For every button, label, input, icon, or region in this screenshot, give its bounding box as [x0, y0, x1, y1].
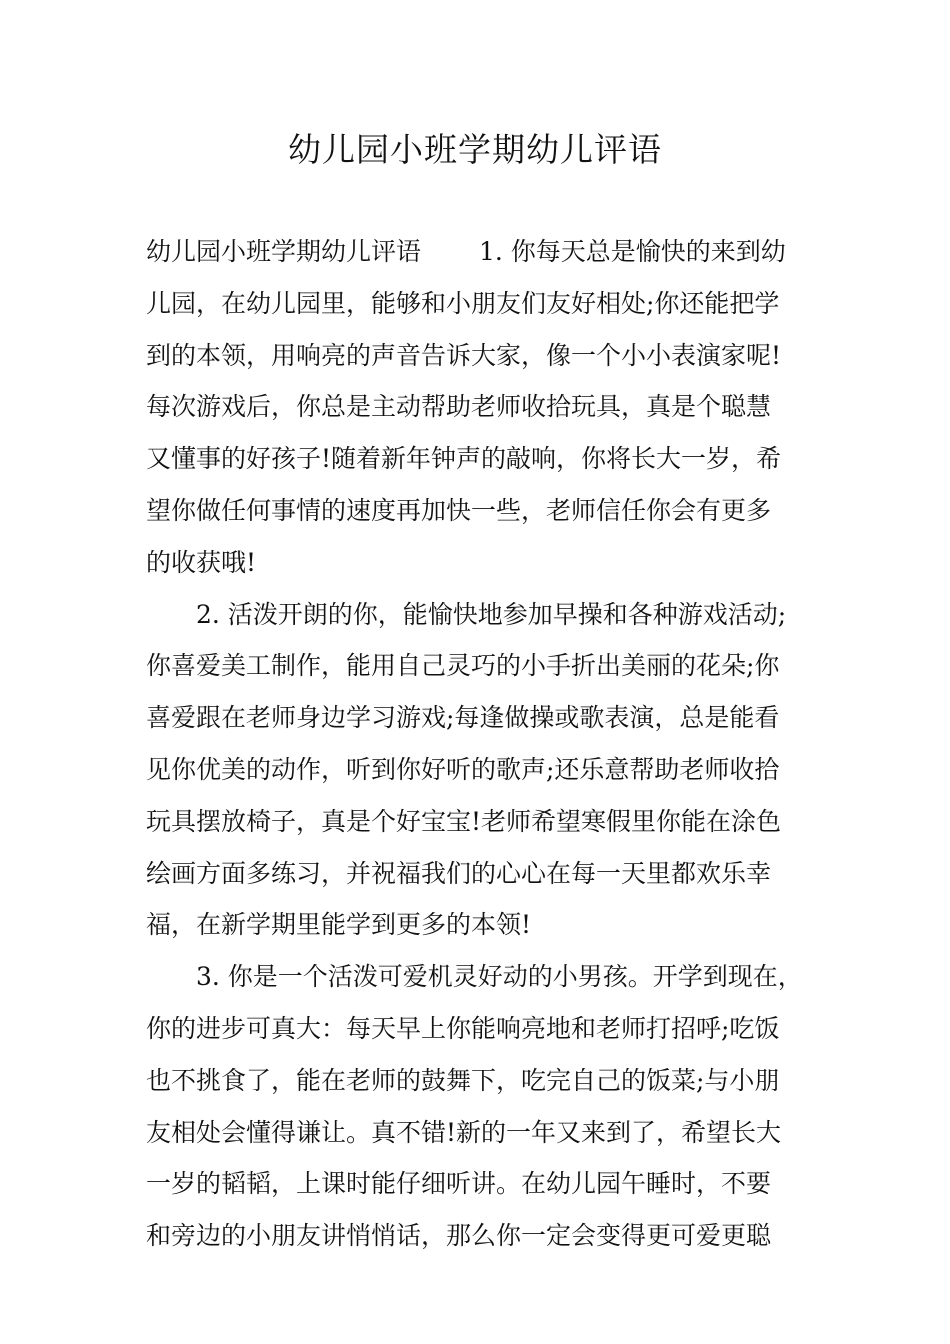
body-line: 喜爱跟在老师身边学习游戏;每逢做操或歌表演，总是能看: [146, 703, 780, 733]
body-line: 又懂事的好孩子!随着新年钟声的敲响，你将长大一岁，希: [146, 444, 782, 474]
body-line: 也不挑食了，能在老师的鼓舞下，吃完自己的饭菜;与小朋: [146, 1065, 780, 1095]
body-line: 的收获哦!: [146, 547, 257, 577]
body-line: 福，在新学期里能学到更多的本领!: [146, 910, 532, 940]
body-line: 幼儿园小班学期幼儿评语 1. 你每天总是愉快的来到幼: [146, 237, 786, 266]
body-line: 一岁的韬韬，上课时能仔细听讲。在幼儿园午睡时，不要: [146, 1169, 772, 1199]
paragraph-2-first-line: 2. 活泼开朗的你，能愉快地参加早操和各种游戏活动;: [196, 599, 787, 629]
body-line: 见你优美的动作，听到你好听的歌声;还乐意帮助老师收拾: [146, 754, 780, 784]
body-line: 你的进步可真大：每天早上你能响亮地和老师打招呼;吃饭: [146, 1013, 780, 1043]
body-line: 绘画方面多练习，并祝福我们的心心在每一天里都欢乐幸: [146, 858, 772, 888]
body-line: 你喜爱美工制作，能用自己灵巧的小手折出美丽的花朵;你: [146, 651, 780, 681]
body-line: 和旁边的小朋友讲悄悄话，那么你一定会变得更可爱更聪: [146, 1221, 772, 1251]
document-body: [146, 226, 816, 1262]
body-line: 玩具摆放椅子，真是个好宝宝!老师希望寒假里你能在涂色: [146, 806, 782, 836]
body-line: 每次游戏后，你总是主动帮助老师收拾玩具，真是个聪慧: [146, 392, 772, 422]
body-line: 儿园，在幼儿园里，能够和小朋友们友好相处;你还能把学: [146, 288, 780, 318]
body-line: 友相处会懂得谦让。真不错!新的一年又来到了，希望长大: [146, 1117, 782, 1147]
document-title: 幼儿园小班学期幼儿评语: [288, 130, 662, 169]
body-line: 到的本领，用响亮的声音告诉大家，像一个小小表演家呢!: [146, 340, 782, 370]
body-line: 望你做任何事情的速度再加快一些，老师信任你会有更多: [146, 495, 772, 525]
paragraph-3-first-line: 3. 你是一个活泼可爱机灵好动的小男孩。开学到现在，: [196, 962, 803, 992]
